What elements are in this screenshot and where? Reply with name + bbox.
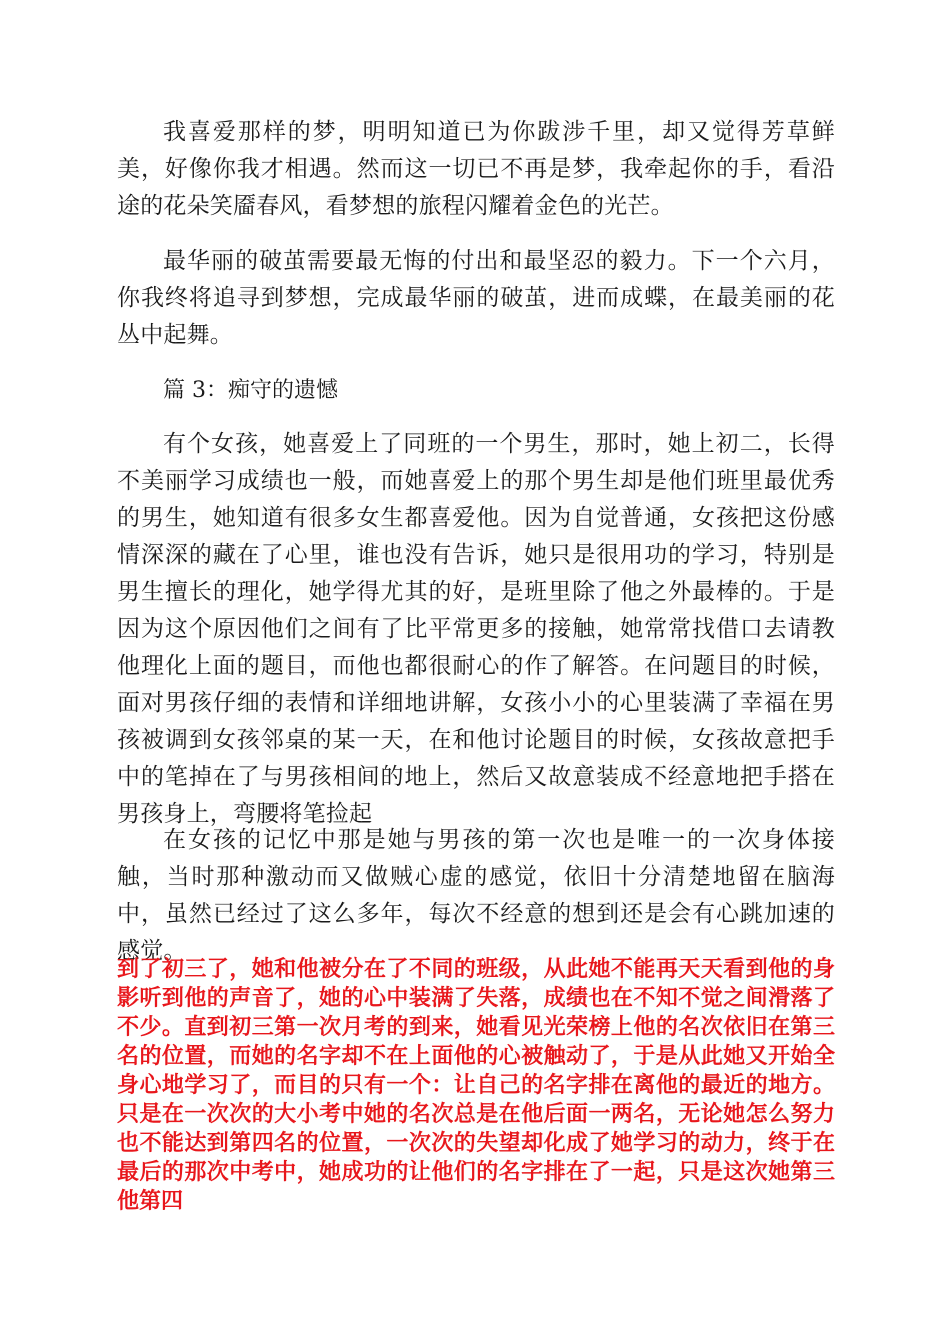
- paragraph-story-intro: 有个女孩，她喜爱上了同班的一个男生，那时，她上初二，长得不美丽学习成绩也一般，而她喜爱上的那个男生却是他们班里最优秀的男生，她知道有很多女生都喜爱他。因为自觉普通，女孩把这份感情深深的藏在了心里，谁也没有告诉，她只是很用功的学习，特别是男生擅长的理化，她学得尤其的好，是班里除了他之外最棒的。于是因为这个原因他们之间有了比平常更多的接触，她常常找借口去请教他理化上面的题目，而他也都很耐心的作了解答。在问题目的时候，面对男孩仔细的表情和详细地讲解，女孩小小的心里装满了幸福在男孩被调到女孩邻桌的某一天，在和他讨论题目的时候，女孩故意把手中的笔掉在了与男孩相间的地上，然后又故意装成不经意地把手搭在男孩身上，弯腰将笔捡起: [117, 431, 835, 827]
- paragraph-story-memory: 在女孩的记忆中那是她与男孩的第一次也是唯一的一次身体接触，当时那种激动而又做贼心虚的感觉，依旧十分清楚地留在脑海中，虽然已经过了这么多年，每次不经意的想到还是会有心跳加速的感觉。: [117, 827, 835, 964]
- paragraph-cocoon: 最华丽的破茧需要最无悔的付出和最坚忍的毅力。下一个六月，你我终将追寻到梦想，完成最华丽的破茧，进而成蝶，在最美丽的花丛中起舞。: [117, 248, 835, 348]
- highlighted-paragraph: 到了初三了，她和他被分在了不同的班级，从此她不能再天天看到他的身影听到他的声音了，她的心中装满了失落，成绩也在不知不觉之间滑落了不少。直到初三第一次月考的到来，她看见光荣榜上他的名次依旧在第三名的位置，而她的名字却不在上面他的心被触动了，于是从此她又开始全身心地学习了，而目的只有一个：让自己的名字排在离他的最近的地方。只是在一次次的大小考中她的名次总是在他后面一两名，无论她怎么努力也不能达到第四名的位置，一次次的失望却化成了她学习的动力，终于在最后的那次中考中，她成功的让他们的名字排在了一起，只是这次她第三他第四: [117, 957, 835, 1214]
- section-title: 篇 3：痴守的遗憾: [163, 378, 338, 403]
- paragraph-dream: 我喜爱那样的梦，明明知道已为你跋涉千里，却又觉得芳草鲜美，好像你我才相遇。然而这一切已不再是梦，我牵起你的手，看沿途的花朵笑靥春风，看梦想的旅程闪耀着金色的光芒。: [117, 119, 835, 219]
